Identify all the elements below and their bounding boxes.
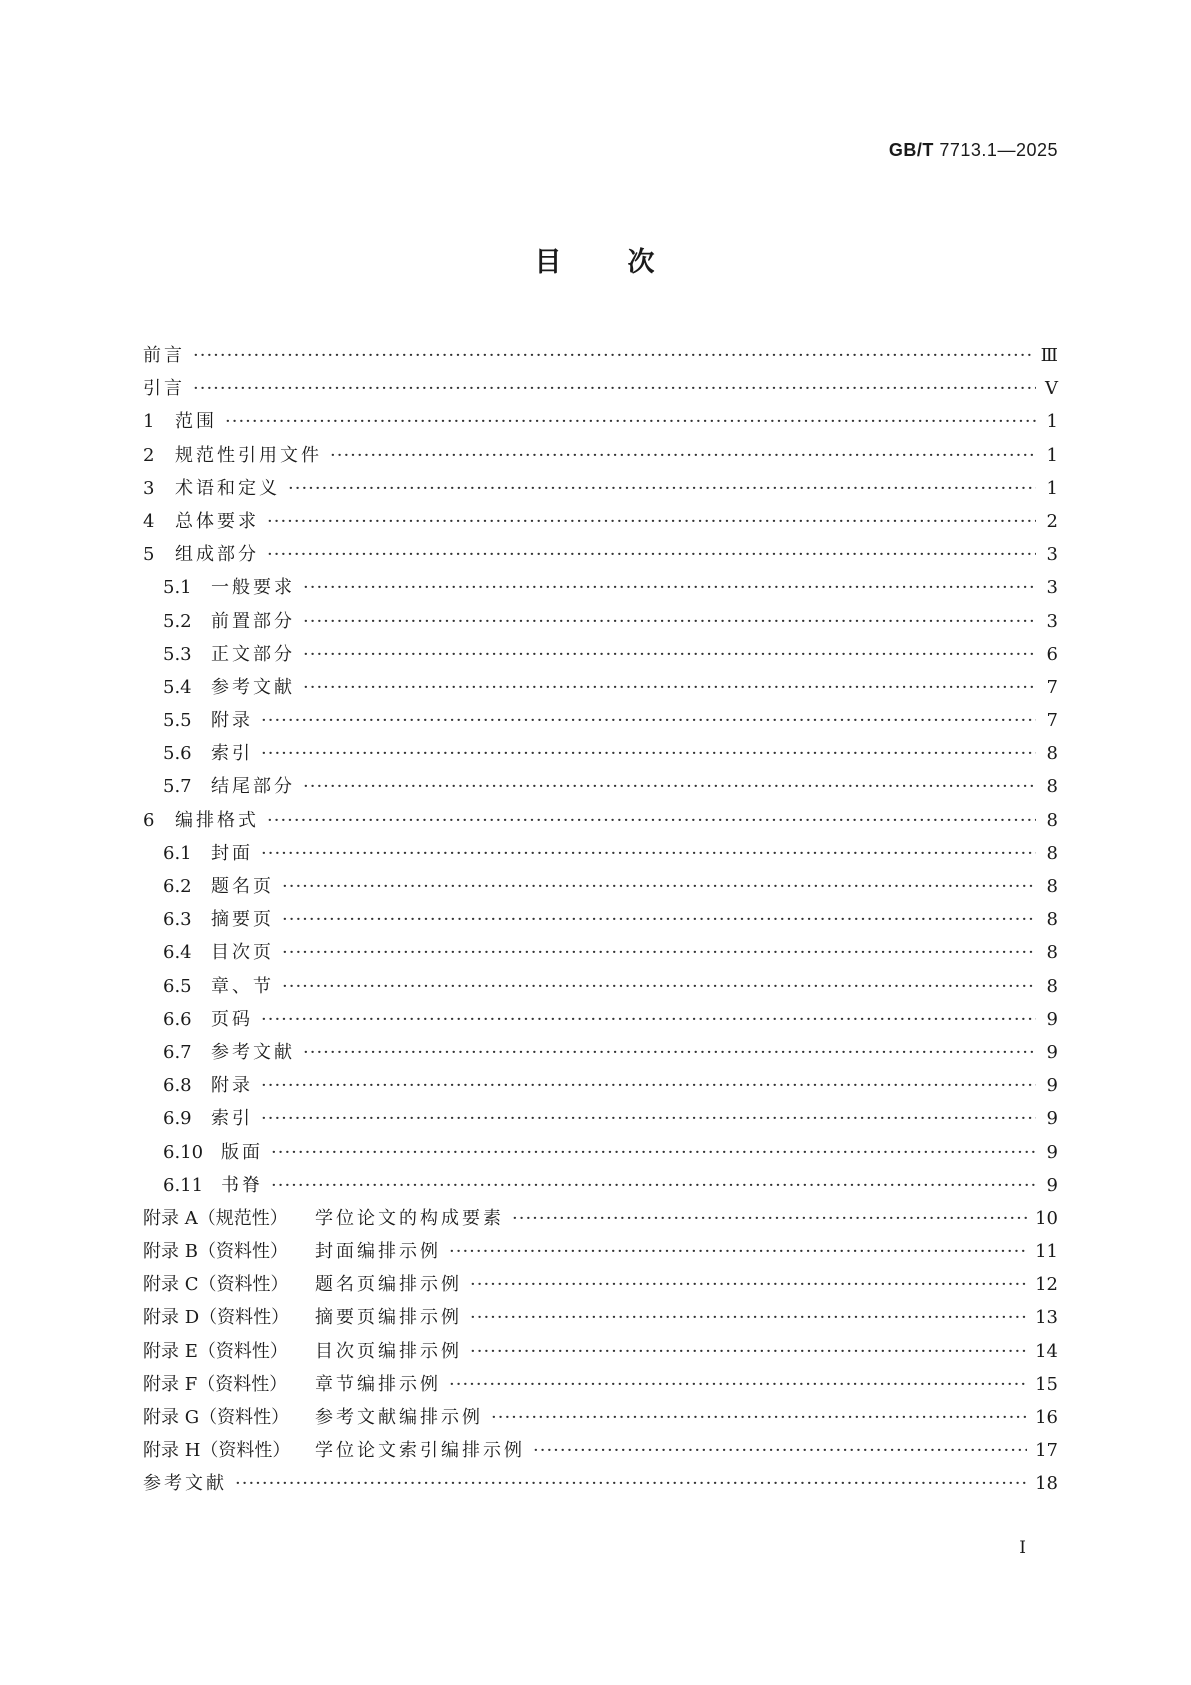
toc-leader-dots [491, 1401, 1027, 1434]
table-of-contents [143, 339, 1058, 1501]
toc-leader-dots [303, 671, 1036, 704]
toc-entry-page: 11 [1035, 1241, 1058, 1263]
toc-entry-page: 2 [1046, 510, 1058, 532]
toc-leader-dots [470, 1335, 1027, 1368]
toc-entry-number: 6 [143, 809, 155, 831]
toc-appendix-prefix: 附录 H（资料性） [143, 1440, 291, 1462]
toc-entry-page: 9 [1046, 1041, 1058, 1063]
toc-entry-page: 1 [1046, 444, 1058, 466]
toc-entry-page: 9 [1046, 1008, 1058, 1030]
toc-entry-page: 7 [1046, 676, 1058, 698]
toc-leader-dots [261, 737, 1036, 770]
title-char-2: 次 [627, 247, 657, 278]
toc-entry-page: 12 [1035, 1274, 1058, 1296]
toc-entry-page: 8 [1046, 975, 1058, 997]
toc-entry-label: 目次页编排示例 [315, 1340, 462, 1362]
toc-leader-dots [303, 1036, 1036, 1069]
toc-entry-label: 附录 [211, 1075, 253, 1097]
toc-entry-label: 版面 [221, 1141, 263, 1163]
toc-entry-page: 9 [1046, 1174, 1058, 1196]
toc-entry-label: 章、节 [211, 975, 274, 997]
toc-entry[interactable] [143, 405, 1058, 438]
toc-entry[interactable] [143, 1102, 1058, 1135]
toc-entry-number: 5.3 [163, 643, 192, 665]
toc-leader-dots [267, 804, 1036, 837]
toc-entry-label: 参考文献 [211, 1041, 295, 1063]
toc-entry[interactable] [143, 970, 1058, 1003]
toc-appendix-prefix: 附录 A（规范性） [143, 1207, 288, 1229]
toc-entry-number: 6.5 [163, 975, 192, 997]
toc-entry-number: 5.2 [163, 610, 192, 632]
toc-entry-page: 8 [1046, 809, 1058, 831]
toc-leader-dots [449, 1235, 1027, 1268]
toc-entry-label: 参考文献 [143, 1473, 227, 1495]
toc-leader-dots [512, 1202, 1027, 1235]
toc-entry-page: 3 [1046, 544, 1058, 566]
toc-entry[interactable] [143, 936, 1058, 969]
toc-entry-page: 8 [1046, 909, 1058, 931]
toc-entry[interactable] [143, 638, 1058, 671]
toc-leader-dots [261, 1102, 1036, 1135]
toc-entry-label: 结尾部分 [211, 776, 295, 798]
toc-leader-dots [271, 1136, 1036, 1169]
toc-appendix-prefix: 附录 C（资料性） [143, 1274, 289, 1296]
toc-leader-dots [193, 372, 1036, 405]
toc-entry-number: 6.10 [163, 1141, 204, 1163]
toc-entry-label: 页码 [211, 1008, 253, 1030]
toc-entry-page: Ⅴ [1045, 378, 1058, 400]
toc-entry-label: 引言 [143, 378, 185, 400]
toc-entry[interactable] [143, 1401, 1058, 1434]
toc-entry-page: 8 [1046, 842, 1058, 864]
toc-entry-number: 6.1 [163, 842, 192, 864]
toc-entry-number: 5.1 [163, 577, 192, 599]
toc-entry-page: 3 [1046, 577, 1058, 599]
toc-entry-label: 目次页 [211, 942, 274, 964]
toc-entry[interactable] [143, 1301, 1058, 1334]
toc-entry[interactable] [143, 804, 1058, 837]
toc-leader-dots [303, 571, 1036, 604]
toc-entry-number: 6.4 [163, 942, 192, 964]
toc-leader-dots [225, 405, 1036, 438]
toc-entry-label: 学位论文的构成要素 [315, 1207, 504, 1229]
toc-entry-page: 3 [1046, 610, 1058, 632]
page-title [0, 240, 1191, 279]
toc-entry-page: 7 [1046, 710, 1058, 732]
toc-entry-number: 1 [143, 411, 155, 433]
standard-code [889, 140, 1058, 161]
toc-entry-page: 8 [1046, 942, 1058, 964]
toc-entry-label: 摘要页 [211, 909, 274, 931]
toc-entry-page: 6 [1046, 643, 1058, 665]
toc-leader-dots [267, 505, 1036, 538]
toc-leader-dots [282, 870, 1036, 903]
toc-entry-number: 4 [143, 510, 155, 532]
toc-entry[interactable] [143, 1335, 1058, 1368]
toc-entry-label: 编排格式 [175, 809, 259, 831]
footer-page-number: I [1019, 1538, 1026, 1558]
toc-entry-number: 5.4 [163, 676, 192, 698]
toc-entry-label: 术语和定义 [175, 477, 280, 499]
toc-entry-page: 9 [1046, 1075, 1058, 1097]
toc-entry-page: 9 [1046, 1108, 1058, 1130]
toc-entry-page: 14 [1035, 1340, 1058, 1362]
toc-leader-dots [303, 770, 1036, 803]
toc-leader-dots [533, 1434, 1027, 1467]
toc-entry-number: 5.7 [163, 776, 192, 798]
toc-entry-label: 章节编排示例 [315, 1373, 441, 1395]
toc-entry-label: 总体要求 [175, 510, 259, 532]
toc-entry[interactable] [143, 439, 1058, 472]
toc-entry-label: 学位论文索引编排示例 [315, 1440, 525, 1462]
toc-leader-dots [261, 837, 1036, 870]
toc-leader-dots [288, 472, 1036, 505]
toc-entry[interactable] [143, 339, 1058, 372]
toc-appendix-prefix: 附录 F（资料性） [143, 1373, 288, 1395]
toc-appendix-prefix: 附录 E（资料性） [143, 1340, 288, 1362]
toc-leader-dots [282, 903, 1036, 936]
toc-entry-label: 组成部分 [175, 544, 259, 566]
toc-entry-label: 封面编排示例 [315, 1241, 441, 1263]
toc-entry-number: 5.6 [163, 743, 192, 765]
toc-entry-page: 8 [1046, 743, 1058, 765]
toc-leader-dots [330, 439, 1036, 472]
toc-entry-label: 范围 [175, 411, 217, 433]
toc-leader-dots [193, 339, 1033, 372]
toc-entry[interactable] [143, 1434, 1058, 1467]
toc-leader-dots [470, 1268, 1027, 1301]
toc-entry-number: 5.5 [163, 710, 192, 732]
toc-entry-number: 6.6 [163, 1008, 192, 1030]
toc-entry-label: 题名页编排示例 [315, 1274, 462, 1296]
toc-entry[interactable] [143, 1136, 1058, 1169]
toc-entry-page: 1 [1046, 411, 1058, 433]
toc-entry-label: 正文部分 [211, 643, 295, 665]
toc-leader-dots [303, 638, 1036, 671]
toc-entry-number: 6.7 [163, 1041, 192, 1063]
toc-entry[interactable] [143, 1268, 1058, 1301]
toc-leader-dots [449, 1368, 1027, 1401]
toc-entry-page: 9 [1046, 1141, 1058, 1163]
toc-entry[interactable] [143, 1235, 1058, 1268]
toc-entry[interactable] [143, 472, 1058, 505]
toc-entry-label: 封面 [211, 842, 253, 864]
toc-entry-page: 10 [1035, 1207, 1058, 1229]
toc-leader-dots [261, 1069, 1036, 1102]
toc-leader-dots [261, 704, 1036, 737]
toc-appendix-prefix: 附录 B（资料性） [143, 1241, 288, 1263]
toc-entry-number: 5 [143, 544, 155, 566]
toc-entry[interactable] [143, 903, 1058, 936]
toc-entry-label: 索引 [211, 743, 253, 765]
toc-leader-dots [235, 1467, 1027, 1500]
toc-entry[interactable] [143, 505, 1058, 538]
title-char-1: 目 [534, 247, 564, 278]
toc-entry[interactable] [143, 671, 1058, 704]
toc-entry[interactable] [143, 1467, 1058, 1500]
toc-entry[interactable] [143, 1069, 1058, 1102]
toc-entry[interactable] [143, 770, 1058, 803]
toc-leader-dots [303, 605, 1036, 638]
toc-leader-dots [282, 970, 1036, 1003]
toc-entry[interactable] [143, 1202, 1058, 1235]
toc-entry[interactable] [143, 704, 1058, 737]
toc-entry-number: 6.9 [163, 1108, 192, 1130]
toc-entry-label: 索引 [211, 1108, 253, 1130]
toc-entry-number: 6.3 [163, 909, 192, 931]
toc-entry-number: 6.11 [163, 1174, 204, 1196]
toc-leader-dots [470, 1301, 1027, 1334]
toc-entry-label: 规范性引用文件 [175, 444, 322, 466]
toc-entry-number: 6.8 [163, 1075, 192, 1097]
toc-leader-dots [261, 1003, 1036, 1036]
toc-entry[interactable] [143, 571, 1058, 604]
toc-appendix-prefix: 附录 G（资料性） [143, 1407, 290, 1428]
toc-entry-label: 书脊 [221, 1174, 263, 1196]
toc-entry[interactable] [143, 1003, 1058, 1036]
toc-entry[interactable] [143, 538, 1058, 571]
toc-entry-number: 2 [143, 444, 155, 466]
toc-entry[interactable] [143, 1036, 1058, 1069]
toc-entry-label: 题名页 [211, 876, 274, 897]
toc-entry[interactable] [143, 870, 1058, 903]
standard-code-number: 7713.1—2025 [939, 140, 1058, 160]
toc-entry-page: 17 [1035, 1440, 1058, 1462]
toc-entry[interactable] [143, 1169, 1058, 1202]
toc-entry-number: 6.2 [163, 876, 192, 897]
toc-entry-number: 3 [143, 477, 155, 499]
toc-entry-page: 16 [1035, 1407, 1058, 1428]
toc-entry-page: 8 [1046, 876, 1058, 897]
toc-entry-page: 8 [1046, 776, 1058, 798]
toc-entry[interactable] [143, 1368, 1058, 1401]
toc-entry-label: 前言 [143, 345, 185, 366]
toc-entry-label: 参考文献编排示例 [315, 1407, 483, 1428]
toc-entry-label: 摘要页编排示例 [315, 1307, 462, 1329]
toc-entry-page: 18 [1035, 1473, 1058, 1495]
standard-code-prefix: GB/T [888, 140, 934, 160]
toc-entry-label: 前置部分 [211, 610, 295, 632]
toc-appendix-prefix: 附录 D（资料性） [143, 1307, 290, 1329]
toc-leader-dots [282, 936, 1036, 969]
toc-entry-page: 15 [1035, 1373, 1058, 1395]
toc-entry-label: 附录 [211, 710, 253, 732]
toc-entry-label: 参考文献 [211, 676, 295, 698]
toc-leader-dots [271, 1169, 1036, 1202]
toc-entry-page: Ⅲ [1040, 345, 1058, 366]
toc-leader-dots [267, 538, 1036, 571]
toc-entry[interactable] [143, 372, 1058, 405]
toc-entry[interactable] [143, 605, 1058, 638]
toc-entry-page: 1 [1046, 477, 1058, 499]
toc-entry-label: 一般要求 [211, 577, 295, 599]
toc-entry[interactable] [143, 837, 1058, 870]
toc-entry[interactable] [143, 737, 1058, 770]
toc-entry-page: 13 [1035, 1307, 1058, 1329]
